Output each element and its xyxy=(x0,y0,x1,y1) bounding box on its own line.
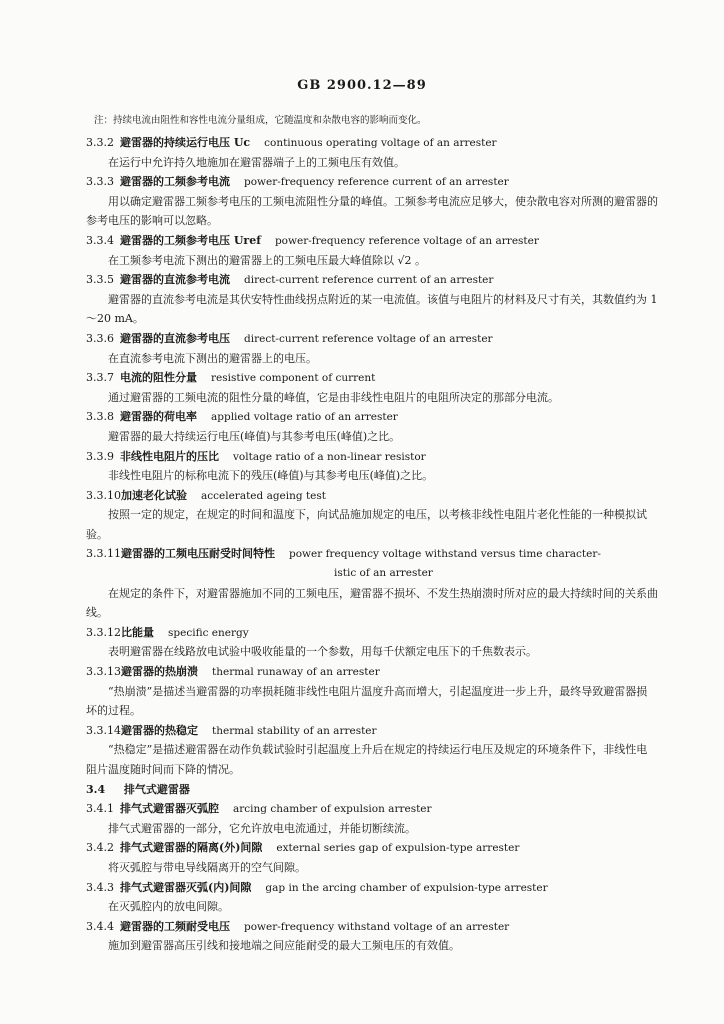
term-entry xyxy=(86,544,658,564)
term-entry xyxy=(86,662,658,682)
term-entry xyxy=(86,838,658,858)
term-definition: 避雷器的直流参考电流是其伏安特性曲线拐点附近的某一电流值。该值与电阻片的材料及尺寸有关，其数值约为 1～20 mA。 xyxy=(86,292,658,326)
standard-number-header: GB 2900.12—89 xyxy=(297,78,427,93)
term-number: 3.3.13 xyxy=(86,665,121,679)
term-number: 3.3.9 xyxy=(86,449,114,463)
term-english: direct-current reference current of an arrester xyxy=(244,274,494,287)
term-list-3-4 xyxy=(86,799,658,956)
term-number: 3.3.7 xyxy=(86,371,114,385)
term-definition: 在灭弧腔内的放电间隙。 xyxy=(108,900,229,914)
term-definition: 用以确定避雷器工频参考电压的工频电流阻性分量的峰值。工频参考电流应足够大，使杂散电容对所测的避雷器的参考电压的影响可以忽略。 xyxy=(86,194,658,228)
term-number: 3.3.14 xyxy=(86,723,121,737)
term-chinese: 排气式避雷器灭弧(内)间隙 xyxy=(120,880,252,894)
term-number: 3.4.3 xyxy=(86,880,114,894)
term-number: 3.4.2 xyxy=(86,841,114,855)
term-definition: 在工频参考电流下测出的避雷器上的工频电压最大峰值除以 √2 。 xyxy=(108,253,426,267)
term-chinese: 避雷器的工频参考电流 xyxy=(120,175,230,189)
term-list-3-3 xyxy=(86,133,658,780)
term-number: 3.3.10 xyxy=(86,488,121,502)
term-english: power-frequency reference current of an arrester xyxy=(244,176,509,189)
term-definition: 在规定的条件下，对避雷器施加不同的工频电压，避雷器不损坏、不发生热崩溃时所对应的最大持续时间的关系曲线。 xyxy=(86,586,658,620)
term-definition: “热稳定”是描述避雷器在动作负载试验时引起温度上升后在规定的持续运行电压及规定的环境条件下，非线性电阻片温度随时间而下降的情况。 xyxy=(86,743,648,776)
term-definition: 在运行中允许持久地施加在避雷器端子上的工频电压有效值。 xyxy=(108,155,405,169)
section-title: 排气式避雷器 xyxy=(123,782,190,796)
term-definition: 非线性电阻片的标称电流下的残压(峰值)与其参考电压(峰值)之比。 xyxy=(108,469,434,483)
term-chinese: 比能量 xyxy=(121,625,154,639)
term-english: applied voltage ratio of an arrester xyxy=(211,411,398,424)
term-definition: 通过避雷器的工频电流的阻性分量的峰值，它是由非线性电阻片的电阻所决定的那部分电流。 xyxy=(108,390,559,404)
term-english: power frequency voltage withstand versus time character- xyxy=(289,548,601,561)
term-number: 3.3.5 xyxy=(86,273,114,287)
term-entry xyxy=(86,447,658,467)
term-number: 3.3.12 xyxy=(86,625,121,639)
term-entry xyxy=(86,917,658,937)
term-chinese: 避雷器的直流参考电压 xyxy=(120,331,230,345)
term-entry xyxy=(86,231,658,251)
term-definition: 按照一定的规定，在规定的时间和温度下，向试品施加规定的电压，以考核非线性电阻片老化性能的一种模拟试验。 xyxy=(86,508,647,541)
term-entry xyxy=(86,329,658,349)
term-entry xyxy=(86,407,658,427)
term-chinese: 加速老化试验 xyxy=(121,488,187,502)
term-entry xyxy=(86,133,658,153)
term-definition: “热崩溃”是描述当避雷器的功率损耗随非线性电阻片温度升高而增大，引起温度进一步上升，最终导致避雷器损坏的过程。 xyxy=(86,684,648,718)
term-chinese: 避雷器的工频耐受电压 xyxy=(120,919,230,933)
term-entry xyxy=(86,721,658,741)
term-definition: 将灭弧腔与带电导线隔离开的空气间隙。 xyxy=(108,860,306,874)
section-heading xyxy=(86,780,658,800)
term-entry xyxy=(86,270,658,290)
term-english: external series gap of expulsion-type arrester xyxy=(276,842,520,855)
term-chinese: 避雷器的直流参考电流 xyxy=(120,273,230,287)
term-number: 3.3.8 xyxy=(86,410,114,424)
term-english: arcing chamber of expulsion arrester xyxy=(233,803,432,816)
term-number: 3.3.6 xyxy=(86,331,114,345)
note-text: 注：持续电流由阻性和容性电流分量组成，它随温度和杂散电容的影响而变化。 xyxy=(94,115,427,126)
term-definition: 施加到避雷器高压引线和接地端之间应能耐受的最大工频电压的有效值。 xyxy=(108,939,460,953)
term-definition: 避雷器的最大持续运行电压(峰值)与其参考电压(峰值)之比。 xyxy=(108,429,401,443)
term-english: specific energy xyxy=(168,626,249,639)
term-definition: 表明避雷器在线路放电试验中吸收能量的一个参数，用每千伏额定电压下的千焦数表示。 xyxy=(108,645,537,659)
term-english: voltage ratio of a non-linear resistor xyxy=(233,450,426,463)
term-definition: 在直流参考电流下测出的避雷器上的电压。 xyxy=(108,351,317,365)
term-chinese: 排气式避雷器的隔离(外)间隙 xyxy=(120,841,263,855)
term-entry xyxy=(86,486,658,506)
term-english: power-frequency reference voltage of an arrester xyxy=(274,234,539,247)
term-entry xyxy=(86,799,658,819)
section-number: 3.4 xyxy=(86,782,106,796)
term-number: 3.4.4 xyxy=(86,919,114,933)
term-entry xyxy=(86,878,658,898)
term-chinese: 电流的阻性分量 xyxy=(120,371,197,385)
term-english: continuous operating voltage of an arrester xyxy=(264,137,497,149)
term-english: thermal stability of an arrester xyxy=(212,724,377,737)
term-english: thermal runaway of an arrester xyxy=(212,666,380,679)
term-number: 3.3.2 xyxy=(86,136,114,149)
term-number: 3.3.3 xyxy=(86,175,114,189)
term-definition: 排气式避雷器的一部分，它允许放电电流通过，并能切断续流。 xyxy=(108,821,416,835)
term-chinese: 避雷器的热崩溃 xyxy=(121,665,198,679)
term-chinese: 避雷器的持续运行电压 Uc xyxy=(120,136,251,149)
term-number: 3.3.11 xyxy=(86,547,121,561)
term-chinese: 避雷器的荷电率 xyxy=(120,410,197,424)
term-english: resistive component of current xyxy=(211,372,376,385)
term-number: 3.3.4 xyxy=(86,233,114,247)
term-chinese: 非线性电阻片的压比 xyxy=(120,449,219,463)
term-english: direct-current reference voltage of an arrester xyxy=(244,332,493,345)
term-entry xyxy=(86,172,658,192)
term-english-continued: istic of an arrester xyxy=(334,567,433,580)
term-chinese: 避雷器的工频参考电压 Uref xyxy=(120,233,261,247)
term-english: gap in the arcing chamber of expulsion-type arrester xyxy=(265,881,548,894)
term-chinese: 避雷器的热稳定 xyxy=(121,723,198,737)
term-english: power-frequency withstand voltage of an arrester xyxy=(244,920,510,933)
term-chinese: 避雷器的工频电压耐受时间特性 xyxy=(121,547,275,561)
term-entry xyxy=(86,623,658,643)
term-chinese: 排气式避雷器灭弧腔 xyxy=(120,802,219,816)
document-body xyxy=(86,113,658,956)
term-number: 3.4.1 xyxy=(86,802,114,816)
term-english: accelerated ageing test xyxy=(201,489,326,502)
term-entry xyxy=(86,368,658,388)
